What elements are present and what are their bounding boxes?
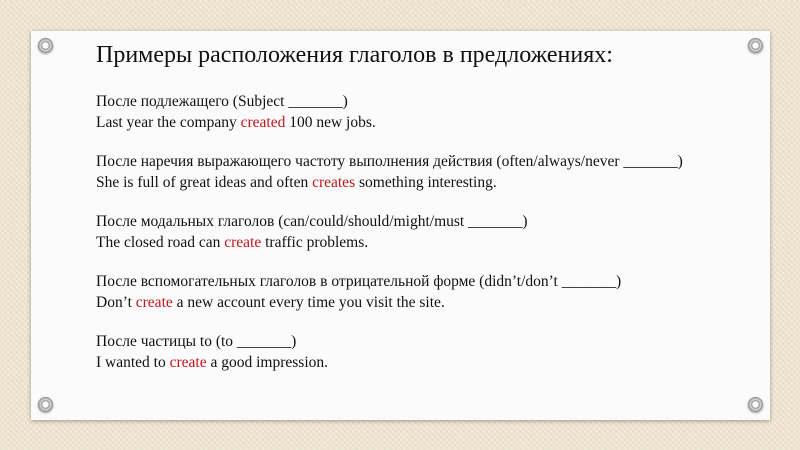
example-block (96, 151, 736, 193)
example-heading: После модальных глаголов (can/could/should/might/must _______) (96, 213, 528, 230)
sentence-text: traffic problems. (261, 234, 369, 251)
example-block (96, 271, 736, 313)
example-heading: После подлежащего (Subject _______) (96, 93, 348, 110)
highlighted-verb: creates (312, 174, 356, 191)
example-heading: После частицы to (to _______) (96, 333, 297, 350)
sentence-text: a good impression. (206, 354, 329, 371)
highlighted-verb: created (240, 114, 286, 131)
sentence-text: 100 new jobs. (285, 114, 376, 131)
example-block (96, 91, 736, 133)
example-sentence (96, 172, 736, 193)
highlighted-verb: create (169, 354, 207, 371)
highlighted-verb: create (224, 234, 262, 251)
sentence-text: Don’t (96, 294, 136, 311)
sentence-text: Last year the company (96, 114, 241, 131)
grommet-icon (38, 397, 53, 412)
example-sentence (96, 352, 736, 373)
grommet-icon (748, 397, 763, 412)
sentence-text: The closed road can (96, 234, 225, 251)
slide-title: Примеры расположения глаголов в предложениях: (96, 42, 613, 68)
example-sentence (96, 292, 736, 313)
sentence-text: I wanted to (96, 354, 170, 371)
slide-body (96, 91, 736, 391)
example-sentence (96, 112, 736, 133)
example-block (96, 331, 736, 373)
example-heading: После вспомогательных глаголов в отрицательной форме (didn’t/don’t _______) (96, 273, 622, 290)
example-block (96, 211, 736, 253)
slide-card (31, 31, 770, 420)
sentence-text: something interesting. (355, 174, 497, 191)
sentence-text: She is full of great ideas and often (96, 174, 313, 191)
highlighted-verb: create (135, 294, 173, 311)
grommet-icon (38, 38, 53, 53)
example-sentence (96, 232, 736, 253)
grommet-icon (748, 38, 763, 53)
example-heading: После наречия выражающего частоту выполнения действия (often/always/never _______) (96, 153, 683, 170)
sentence-text: a new account every time you visit the site. (172, 294, 445, 311)
